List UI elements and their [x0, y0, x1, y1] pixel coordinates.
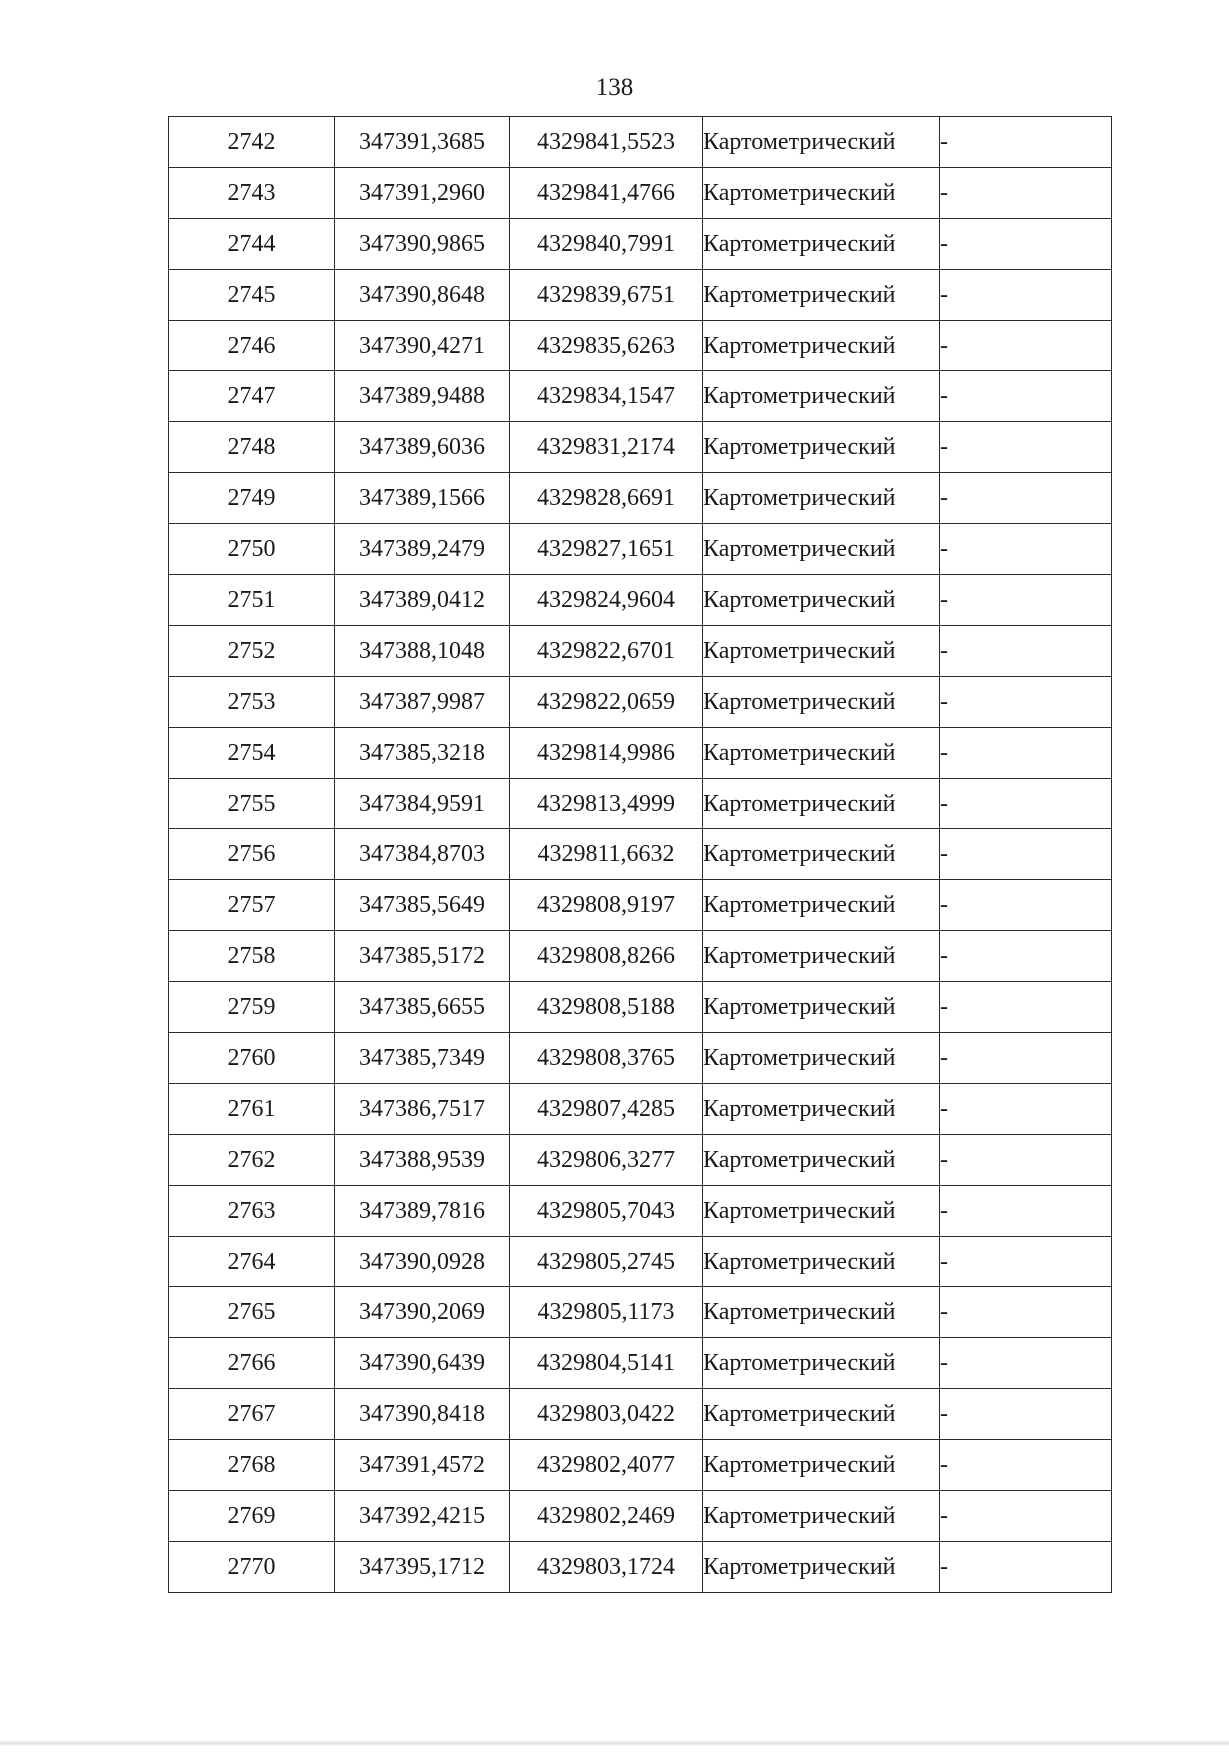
point-number-cell: 2761 — [169, 1083, 335, 1134]
note-cell: - — [940, 1440, 1112, 1491]
point-number-cell: 2760 — [169, 1033, 335, 1084]
point-number-cell: 2755 — [169, 778, 335, 829]
x-coordinate-cell: 347384,9591 — [335, 778, 510, 829]
table-row — [169, 269, 1112, 320]
y-coordinate-cell: 4329813,4999 — [510, 778, 703, 829]
method-cell: Картометрический — [703, 1541, 940, 1592]
note-cell: - — [940, 982, 1112, 1033]
point-number-cell: 2770 — [169, 1541, 335, 1592]
table-row — [169, 117, 1112, 168]
note-cell: - — [940, 575, 1112, 626]
table-row — [169, 1134, 1112, 1185]
x-coordinate-cell: 347391,2960 — [335, 167, 510, 218]
y-coordinate-cell: 4329807,4285 — [510, 1083, 703, 1134]
note-cell: - — [940, 117, 1112, 168]
page-number: 138 — [595, 74, 634, 101]
y-coordinate-cell: 4329808,3765 — [510, 1033, 703, 1084]
note-cell: - — [940, 1287, 1112, 1338]
method-cell: Картометрический — [703, 1083, 940, 1134]
y-coordinate-cell: 4329831,2174 — [510, 422, 703, 473]
x-coordinate-cell: 347395,1712 — [335, 1541, 510, 1592]
note-cell: - — [940, 1338, 1112, 1389]
note-cell: - — [940, 320, 1112, 371]
point-number-cell: 2767 — [169, 1389, 335, 1440]
method-cell: Картометрический — [703, 1440, 940, 1491]
method-cell: Картометрический — [703, 676, 940, 727]
method-cell: Картометрический — [703, 880, 940, 931]
y-coordinate-cell: 4329808,8266 — [510, 931, 703, 982]
scan-artifact-line — [0, 1740, 1229, 1746]
y-coordinate-cell: 4329841,5523 — [510, 117, 703, 168]
point-number-cell: 2765 — [169, 1287, 335, 1338]
note-cell: - — [940, 778, 1112, 829]
table-row — [169, 320, 1112, 371]
y-coordinate-cell: 4329827,1651 — [510, 524, 703, 575]
y-coordinate-cell: 4329811,6632 — [510, 829, 703, 880]
point-number-cell: 2758 — [169, 931, 335, 982]
point-number-cell: 2763 — [169, 1185, 335, 1236]
table-row — [169, 1033, 1112, 1084]
table-row — [169, 1541, 1112, 1592]
note-cell: - — [940, 829, 1112, 880]
x-coordinate-cell: 347388,1048 — [335, 625, 510, 676]
point-number-cell: 2768 — [169, 1440, 335, 1491]
y-coordinate-cell: 4329808,5188 — [510, 982, 703, 1033]
y-coordinate-cell: 4329802,2469 — [510, 1491, 703, 1542]
note-cell: - — [940, 422, 1112, 473]
note-cell: - — [940, 625, 1112, 676]
point-number-cell: 2748 — [169, 422, 335, 473]
note-cell: - — [940, 1236, 1112, 1287]
y-coordinate-cell: 4329805,1173 — [510, 1287, 703, 1338]
y-coordinate-cell: 4329835,6263 — [510, 320, 703, 371]
x-coordinate-cell: 347390,6439 — [335, 1338, 510, 1389]
note-cell: - — [940, 1491, 1112, 1542]
table-row — [169, 473, 1112, 524]
x-coordinate-cell: 347390,0928 — [335, 1236, 510, 1287]
table-row — [169, 1440, 1112, 1491]
note-cell: - — [940, 473, 1112, 524]
method-cell: Картометрический — [703, 727, 940, 778]
method-cell: Картометрический — [703, 524, 940, 575]
x-coordinate-cell: 347392,4215 — [335, 1491, 510, 1542]
y-coordinate-cell: 4329804,5141 — [510, 1338, 703, 1389]
point-number-cell: 2752 — [169, 625, 335, 676]
x-coordinate-cell: 347385,5172 — [335, 931, 510, 982]
method-cell: Картометрический — [703, 371, 940, 422]
point-number-cell: 2762 — [169, 1134, 335, 1185]
point-number-cell: 2744 — [169, 218, 335, 269]
note-cell: - — [940, 1185, 1112, 1236]
method-cell: Картометрический — [703, 1338, 940, 1389]
method-cell: Картометрический — [703, 1236, 940, 1287]
table-row — [169, 829, 1112, 880]
point-number-cell: 2769 — [169, 1491, 335, 1542]
x-coordinate-cell: 347385,7349 — [335, 1033, 510, 1084]
method-cell: Картометрический — [703, 1185, 940, 1236]
point-number-cell: 2747 — [169, 371, 335, 422]
method-cell: Картометрический — [703, 778, 940, 829]
point-number-cell: 2757 — [169, 880, 335, 931]
point-number-cell: 2756 — [169, 829, 335, 880]
y-coordinate-cell: 4329806,3277 — [510, 1134, 703, 1185]
point-number-cell: 2751 — [169, 575, 335, 626]
method-cell: Картометрический — [703, 1491, 940, 1542]
method-cell: Картометрический — [703, 117, 940, 168]
x-coordinate-cell: 347385,3218 — [335, 727, 510, 778]
table-row — [169, 982, 1112, 1033]
x-coordinate-cell: 347390,4271 — [335, 320, 510, 371]
x-coordinate-cell: 347389,7816 — [335, 1185, 510, 1236]
point-number-cell: 2746 — [169, 320, 335, 371]
x-coordinate-cell: 347386,7517 — [335, 1083, 510, 1134]
note-cell: - — [940, 727, 1112, 778]
table-row — [169, 778, 1112, 829]
y-coordinate-cell: 4329822,0659 — [510, 676, 703, 727]
y-coordinate-cell: 4329803,1724 — [510, 1541, 703, 1592]
point-number-cell: 2754 — [169, 727, 335, 778]
method-cell: Картометрический — [703, 982, 940, 1033]
note-cell: - — [940, 676, 1112, 727]
table-row — [169, 676, 1112, 727]
y-coordinate-cell: 4329805,2745 — [510, 1236, 703, 1287]
note-cell: - — [940, 269, 1112, 320]
method-cell: Картометрический — [703, 218, 940, 269]
x-coordinate-cell: 347389,1566 — [335, 473, 510, 524]
table-row — [169, 1491, 1112, 1542]
note-cell: - — [940, 167, 1112, 218]
method-cell: Картометрический — [703, 1287, 940, 1338]
y-coordinate-cell: 4329828,6691 — [510, 473, 703, 524]
table-row — [169, 218, 1112, 269]
method-cell: Картометрический — [703, 829, 940, 880]
note-cell: - — [940, 524, 1112, 575]
y-coordinate-cell: 4329841,4766 — [510, 167, 703, 218]
y-coordinate-cell: 4329803,0422 — [510, 1389, 703, 1440]
table-row — [169, 727, 1112, 778]
y-coordinate-cell: 4329805,7043 — [510, 1185, 703, 1236]
y-coordinate-cell: 4329824,9604 — [510, 575, 703, 626]
note-cell: - — [940, 1541, 1112, 1592]
note-cell: - — [940, 1134, 1112, 1185]
method-cell: Картометрический — [703, 1134, 940, 1185]
x-coordinate-cell: 347389,2479 — [335, 524, 510, 575]
point-number-cell: 2742 — [169, 117, 335, 168]
x-coordinate-cell: 347390,8418 — [335, 1389, 510, 1440]
method-cell: Картометрический — [703, 269, 940, 320]
y-coordinate-cell: 4329802,4077 — [510, 1440, 703, 1491]
method-cell: Картометрический — [703, 575, 940, 626]
point-number-cell: 2750 — [169, 524, 335, 575]
point-number-cell: 2749 — [169, 473, 335, 524]
table-row — [169, 931, 1112, 982]
table-row — [169, 1236, 1112, 1287]
y-coordinate-cell: 4329839,6751 — [510, 269, 703, 320]
table-row — [169, 880, 1112, 931]
y-coordinate-cell: 4329822,6701 — [510, 625, 703, 676]
method-cell: Картометрический — [703, 320, 940, 371]
table-row — [169, 625, 1112, 676]
note-cell: - — [940, 931, 1112, 982]
method-cell: Картометрический — [703, 473, 940, 524]
x-coordinate-cell: 347387,9987 — [335, 676, 510, 727]
method-cell: Картометрический — [703, 1033, 940, 1084]
coordinates-table — [168, 116, 1112, 1593]
x-coordinate-cell: 347385,6655 — [335, 982, 510, 1033]
table-row — [169, 1185, 1112, 1236]
point-number-cell: 2753 — [169, 676, 335, 727]
method-cell: Картометрический — [703, 1389, 940, 1440]
x-coordinate-cell: 347390,2069 — [335, 1287, 510, 1338]
point-number-cell: 2764 — [169, 1236, 335, 1287]
point-number-cell: 2745 — [169, 269, 335, 320]
table-row — [169, 575, 1112, 626]
table-row — [169, 371, 1112, 422]
point-number-cell: 2743 — [169, 167, 335, 218]
table-row — [169, 1389, 1112, 1440]
method-cell: Картометрический — [703, 167, 940, 218]
coordinates-table-body — [169, 117, 1112, 1593]
x-coordinate-cell: 347388,9539 — [335, 1134, 510, 1185]
table-row — [169, 422, 1112, 473]
x-coordinate-cell: 347389,9488 — [335, 371, 510, 422]
method-cell: Картометрический — [703, 422, 940, 473]
x-coordinate-cell: 347389,6036 — [335, 422, 510, 473]
y-coordinate-cell: 4329840,7991 — [510, 218, 703, 269]
x-coordinate-cell: 347391,4572 — [335, 1440, 510, 1491]
x-coordinate-cell: 347390,9865 — [335, 218, 510, 269]
note-cell: - — [940, 880, 1112, 931]
method-cell: Картометрический — [703, 931, 940, 982]
x-coordinate-cell: 347384,8703 — [335, 829, 510, 880]
point-number-cell: 2759 — [169, 982, 335, 1033]
note-cell: - — [940, 218, 1112, 269]
x-coordinate-cell: 347390,8648 — [335, 269, 510, 320]
table-row — [169, 167, 1112, 218]
table-row — [169, 1338, 1112, 1389]
table-row — [169, 1083, 1112, 1134]
y-coordinate-cell: 4329814,9986 — [510, 727, 703, 778]
method-cell: Картометрический — [703, 625, 940, 676]
point-number-cell: 2766 — [169, 1338, 335, 1389]
x-coordinate-cell: 347389,0412 — [335, 575, 510, 626]
table-row — [169, 1287, 1112, 1338]
note-cell: - — [940, 1083, 1112, 1134]
y-coordinate-cell: 4329834,1547 — [510, 371, 703, 422]
table-row — [169, 524, 1112, 575]
x-coordinate-cell: 347385,5649 — [335, 880, 510, 931]
note-cell: - — [940, 1033, 1112, 1084]
x-coordinate-cell: 347391,3685 — [335, 117, 510, 168]
note-cell: - — [940, 1389, 1112, 1440]
y-coordinate-cell: 4329808,9197 — [510, 880, 703, 931]
note-cell: - — [940, 371, 1112, 422]
